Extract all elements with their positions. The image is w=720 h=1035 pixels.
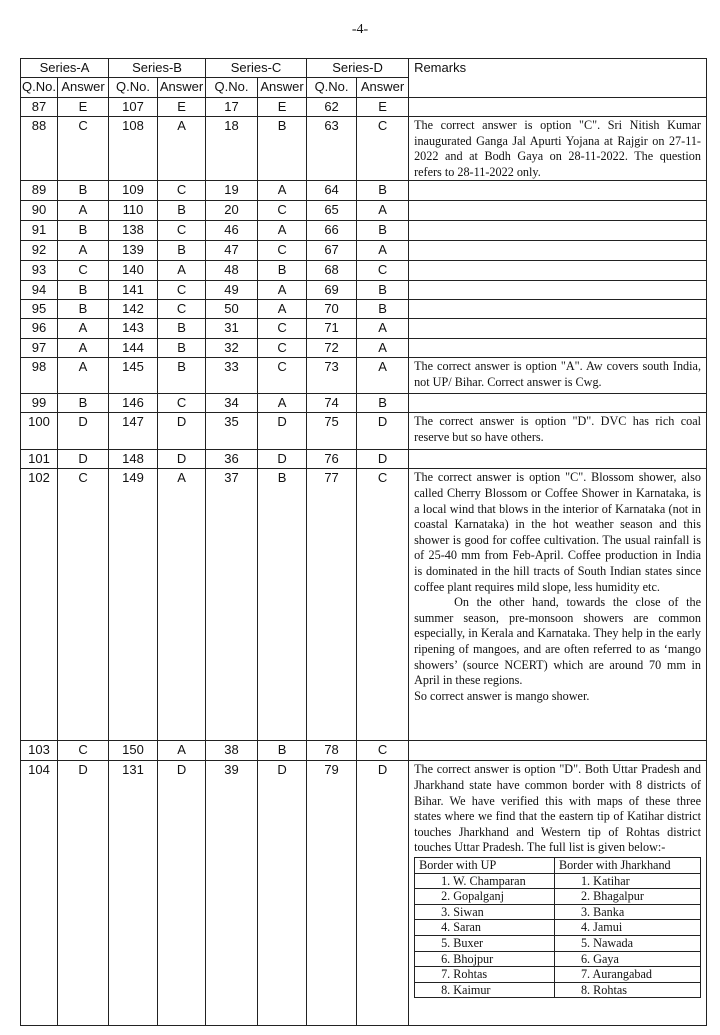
series-d-answer: C — [357, 261, 409, 281]
series-a-answer: D — [58, 450, 109, 469]
series-a-qno: 101 — [21, 450, 58, 469]
series-a-answer: B — [58, 394, 109, 413]
remark-paragraph: On the other hand, towards the close of the summer season, pre-monsoon showers are common especially, in Kerala and Karnataka. They help in the early ripening of mangoes, and are often referred to as ‘mango showers’ (source NCERT) which are around 70 mm in April in these regions. — [414, 595, 701, 688]
remarks-cell — [409, 450, 707, 469]
district-up: 5. Buxer — [415, 935, 555, 951]
district-jharkhand: 1. Katihar — [554, 873, 700, 889]
remarks-cell — [409, 358, 707, 394]
series-c-qno: 37 — [206, 469, 258, 741]
series-b-answer: B — [158, 339, 206, 358]
series-d-answer: B — [357, 281, 409, 300]
series-d-qno: 73 — [307, 358, 357, 394]
series-d-answer: B — [357, 181, 409, 201]
series-b-answer: C — [158, 394, 206, 413]
series-b-qno: 142 — [109, 300, 158, 319]
series-b-qno: 147 — [109, 413, 158, 450]
border-jharkhand-header: Border with Jharkhand — [554, 857, 700, 873]
series-b-qno: 145 — [109, 358, 158, 394]
series-b-qno: 107 — [109, 98, 158, 117]
series-d-answer: D — [357, 413, 409, 450]
series-a-answer: D — [58, 761, 109, 1026]
series-c-answer: B — [258, 741, 307, 761]
series-c-qno: 38 — [206, 741, 258, 761]
remark-paragraph: So correct answer is mango shower. — [414, 688, 590, 703]
series-c-qno: 20 — [206, 201, 258, 221]
series-d-qno: 66 — [307, 221, 357, 241]
series-c-qno: 36 — [206, 450, 258, 469]
remarks-cell — [409, 221, 707, 241]
series-d-answer: B — [357, 300, 409, 319]
remarks-cell — [409, 241, 707, 261]
table-row — [21, 241, 707, 261]
series-c-answer: D — [258, 761, 307, 1026]
series-a-qno: 99 — [21, 394, 58, 413]
series-a-qno: 88 — [21, 117, 58, 181]
series-d-qno: 63 — [307, 117, 357, 181]
series-b-answer: B — [158, 358, 206, 394]
series-c-qno: 19 — [206, 181, 258, 201]
answer-key-table — [20, 58, 707, 1026]
series-c-answer: A — [258, 300, 307, 319]
series-a-answer: A — [58, 339, 109, 358]
district-up: 3. Siwan — [415, 904, 555, 920]
remark-paragraph: The correct answer is option "A". Aw covers south India, not UP/ Bihar. Correct answer is Cwg. — [414, 359, 701, 389]
series-d-qno: 72 — [307, 339, 357, 358]
series-b-qno: 143 — [109, 319, 158, 339]
district-jharkhand: 5. Nawada — [554, 935, 700, 951]
series-c-answer: D — [258, 413, 307, 450]
district-jharkhand: 3. Banka — [554, 904, 700, 920]
series-d-qno: 75 — [307, 413, 357, 450]
table-row — [21, 761, 707, 1026]
series-c-answer: A — [258, 221, 307, 241]
district-jharkhand: 7. Aurangabad — [554, 967, 700, 983]
remarks-cell — [409, 413, 707, 450]
border-districts-table — [414, 857, 701, 998]
district-up: 2. Gopalganj — [415, 889, 555, 905]
series-a-qno: 96 — [21, 319, 58, 339]
series-b-qno: 109 — [109, 181, 158, 201]
series-d-qno: 78 — [307, 741, 357, 761]
series-a-answer: D — [58, 413, 109, 450]
series-a-answer: C — [58, 741, 109, 761]
series-c-answer: A — [258, 281, 307, 300]
series-a-answer: A — [58, 201, 109, 221]
table-row — [21, 413, 707, 450]
remarks-cell — [409, 281, 707, 300]
series-d-answer: C — [357, 741, 409, 761]
series-a-answer: B — [58, 221, 109, 241]
table-row — [21, 117, 707, 181]
series-b-answer: B — [158, 319, 206, 339]
remark-paragraph: The correct answer is option "D". Both Uttar Pradesh and Jharkhand state have common border with 8 districts of Bihar. We have verified this with maps of these three states where we find that the eastern tip of Katihar district touches Jharkhand and Western tip of Rohtas district touches Uttar Pradesh. The full list is given below:- — [414, 762, 701, 855]
series-a-answer: E — [58, 98, 109, 117]
series-b-qno: 110 — [109, 201, 158, 221]
remarks-cell — [409, 181, 707, 201]
series-d-qno: 67 — [307, 241, 357, 261]
series-c-qno: 49 — [206, 281, 258, 300]
table-row — [21, 281, 707, 300]
series-b-qno: 148 — [109, 450, 158, 469]
remark-paragraph: The correct answer is option "D". DVC has rich coal reserve but so have others. — [414, 414, 701, 444]
answer-header: Answer — [357, 78, 409, 98]
qno-header: Q.No. — [109, 78, 158, 98]
series-b-answer: C — [158, 221, 206, 241]
series-a-qno: 91 — [21, 221, 58, 241]
series-d-header: Series-D — [307, 59, 409, 78]
series-c-qno: 31 — [206, 319, 258, 339]
series-d-answer: A — [357, 241, 409, 261]
remarks-cell — [409, 339, 707, 358]
series-d-answer: D — [357, 761, 409, 1026]
series-a-qno: 102 — [21, 469, 58, 741]
series-a-answer: C — [58, 117, 109, 181]
series-a-qno: 87 — [21, 98, 58, 117]
series-b-qno: 139 — [109, 241, 158, 261]
table-row — [21, 181, 707, 201]
table-row — [21, 221, 707, 241]
series-c-answer: B — [258, 117, 307, 181]
series-a-answer: A — [58, 319, 109, 339]
series-d-answer: C — [357, 117, 409, 181]
series-a-header: Series-A — [21, 59, 109, 78]
remarks-cell — [409, 261, 707, 281]
district-up: 1. W. Champaran — [415, 873, 555, 889]
series-c-qno: 17 — [206, 98, 258, 117]
series-c-qno: 33 — [206, 358, 258, 394]
series-b-qno: 150 — [109, 741, 158, 761]
series-d-answer: D — [357, 450, 409, 469]
answer-header: Answer — [58, 78, 109, 98]
district-up: 8. Kaimur — [415, 982, 555, 998]
series-a-answer: A — [58, 358, 109, 394]
series-a-answer: A — [58, 241, 109, 261]
table-row — [21, 469, 707, 741]
series-b-qno: 146 — [109, 394, 158, 413]
series-b-answer: B — [158, 201, 206, 221]
series-c-qno: 34 — [206, 394, 258, 413]
district-jharkhand: 2. Bhagalpur — [554, 889, 700, 905]
series-c-header: Series-C — [206, 59, 307, 78]
series-d-qno: 65 — [307, 201, 357, 221]
series-a-qno: 100 — [21, 413, 58, 450]
series-a-qno: 93 — [21, 261, 58, 281]
series-c-qno: 50 — [206, 300, 258, 319]
district-up: 7. Rohtas — [415, 967, 555, 983]
series-d-answer: E — [357, 98, 409, 117]
series-a-answer: B — [58, 300, 109, 319]
answer-header: Answer — [258, 78, 307, 98]
table-row — [21, 358, 707, 394]
series-c-answer: E — [258, 98, 307, 117]
series-b-answer: A — [158, 469, 206, 741]
series-b-answer: A — [158, 261, 206, 281]
series-b-answer: C — [158, 281, 206, 300]
table-row — [21, 98, 707, 117]
district-up: 6. Bhojpur — [415, 951, 555, 967]
series-c-answer: C — [258, 201, 307, 221]
series-d-qno: 74 — [307, 394, 357, 413]
series-b-header: Series-B — [109, 59, 206, 78]
remarks-cell — [409, 300, 707, 319]
remarks-header: Remarks — [409, 59, 707, 98]
series-a-qno: 97 — [21, 339, 58, 358]
remarks-cell — [409, 761, 707, 1026]
series-c-qno: 46 — [206, 221, 258, 241]
series-a-qno: 98 — [21, 358, 58, 394]
series-b-answer: E — [158, 98, 206, 117]
series-a-qno: 94 — [21, 281, 58, 300]
answer-header: Answer — [158, 78, 206, 98]
table-row — [21, 339, 707, 358]
series-b-qno: 140 — [109, 261, 158, 281]
district-jharkhand: 4. Jamui — [554, 920, 700, 936]
table-row — [21, 300, 707, 319]
series-a-qno: 104 — [21, 761, 58, 1026]
series-b-qno: 144 — [109, 339, 158, 358]
series-d-qno: 62 — [307, 98, 357, 117]
series-d-qno: 79 — [307, 761, 357, 1026]
district-jharkhand: 8. Rohtas — [554, 982, 700, 998]
series-b-qno: 141 — [109, 281, 158, 300]
district-jharkhand: 6. Gaya — [554, 951, 700, 967]
series-c-answer: C — [258, 241, 307, 261]
series-d-answer: B — [357, 394, 409, 413]
series-c-answer: C — [258, 319, 307, 339]
series-a-answer: C — [58, 261, 109, 281]
series-d-answer: A — [357, 201, 409, 221]
series-a-answer: C — [58, 469, 109, 741]
series-d-qno: 70 — [307, 300, 357, 319]
series-d-answer: C — [357, 469, 409, 741]
series-d-qno: 64 — [307, 181, 357, 201]
remarks-cell — [409, 394, 707, 413]
series-b-qno: 149 — [109, 469, 158, 741]
series-b-answer: C — [158, 181, 206, 201]
remarks-cell — [409, 319, 707, 339]
remarks-cell — [409, 741, 707, 761]
series-c-qno: 39 — [206, 761, 258, 1026]
series-c-answer: C — [258, 339, 307, 358]
series-a-answer: B — [58, 281, 109, 300]
series-b-answer: B — [158, 241, 206, 261]
series-a-qno: 95 — [21, 300, 58, 319]
series-a-qno: 90 — [21, 201, 58, 221]
series-c-qno: 35 — [206, 413, 258, 450]
series-a-qno: 92 — [21, 241, 58, 261]
series-d-qno: 68 — [307, 261, 357, 281]
series-c-qno: 18 — [206, 117, 258, 181]
series-c-qno: 48 — [206, 261, 258, 281]
series-b-qno: 138 — [109, 221, 158, 241]
series-c-answer: C — [258, 358, 307, 394]
series-d-answer: A — [357, 339, 409, 358]
remark-paragraph: The correct answer is option "C". Sri Nitish Kumar inaugurated Ganga Jal Apurti Yojana at Rajgir on 27-11-2022 and at Bodh Gaya on 28-11-2022. The question refers to 28-11-2022 only. — [414, 118, 701, 179]
table-row — [21, 741, 707, 761]
series-c-qno: 32 — [206, 339, 258, 358]
series-d-answer: A — [357, 319, 409, 339]
series-b-qno: 131 — [109, 761, 158, 1026]
series-b-qno: 108 — [109, 117, 158, 181]
series-b-answer: A — [158, 117, 206, 181]
qno-header: Q.No. — [307, 78, 357, 98]
series-c-answer: B — [258, 469, 307, 741]
series-d-answer: A — [357, 358, 409, 394]
remarks-cell — [409, 117, 707, 181]
table-row — [21, 450, 707, 469]
border-up-header: Border with UP — [415, 857, 555, 873]
series-d-qno: 76 — [307, 450, 357, 469]
table-row — [21, 394, 707, 413]
series-c-answer: D — [258, 450, 307, 469]
series-a-answer: B — [58, 181, 109, 201]
series-b-answer: D — [158, 450, 206, 469]
series-b-answer: D — [158, 761, 206, 1026]
qno-header: Q.No. — [21, 78, 58, 98]
table-row — [21, 201, 707, 221]
remarks-cell — [409, 201, 707, 221]
series-b-answer: D — [158, 413, 206, 450]
series-d-qno: 69 — [307, 281, 357, 300]
remarks-cell — [409, 469, 707, 741]
series-a-qno: 103 — [21, 741, 58, 761]
series-d-answer: B — [357, 221, 409, 241]
series-a-qno: 89 — [21, 181, 58, 201]
page-number: -4- — [351, 22, 369, 37]
series-b-answer: C — [158, 300, 206, 319]
remark-paragraph: The correct answer is option "C". Blossom shower, also called Cherry Blossom or Coffee Shower in Karnataka, is a local wind that blows in the interior of Karnataka (not in coastal Karnataka) in the hot weather season and this shower is good for coffee cultivation. The usual rainfall is of 25-40 mm from Feb-April. Coffee production in India is dominated in the hill tracts of South Indian states since coffee plant requires mild slope, less humidity etc. — [414, 470, 701, 594]
series-b-answer: A — [158, 741, 206, 761]
series-c-answer: B — [258, 261, 307, 281]
table-row — [21, 319, 707, 339]
series-c-answer: A — [258, 181, 307, 201]
remarks-cell — [409, 98, 707, 117]
series-d-qno: 77 — [307, 469, 357, 741]
series-c-answer: A — [258, 394, 307, 413]
series-c-qno: 47 — [206, 241, 258, 261]
table-row — [21, 261, 707, 281]
district-up: 4. Saran — [415, 920, 555, 936]
series-d-qno: 71 — [307, 319, 357, 339]
qno-header: Q.No. — [206, 78, 258, 98]
